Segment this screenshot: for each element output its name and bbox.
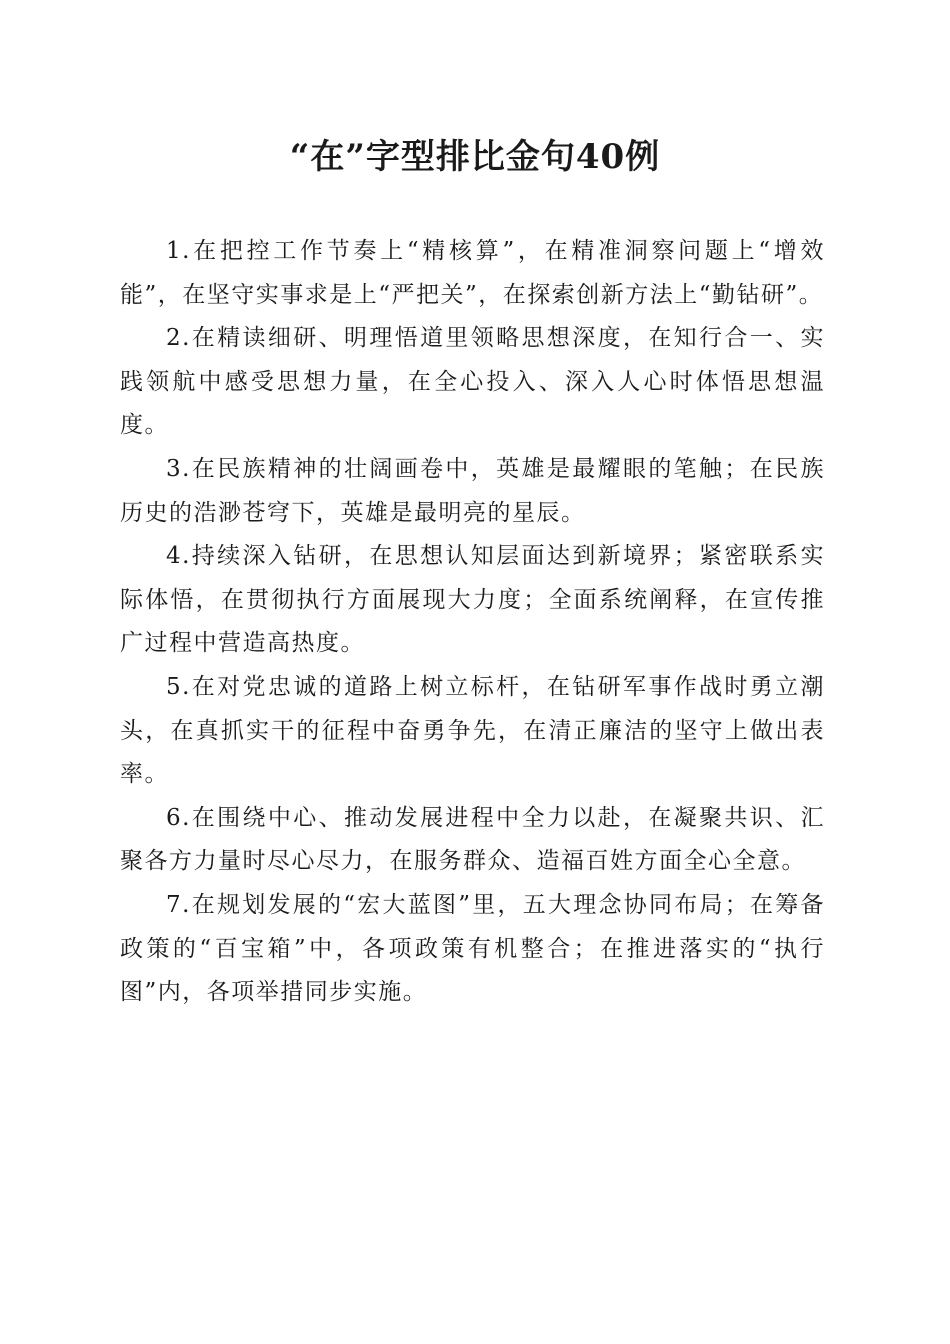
paragraph-4: 4.持续深入钻研，在思想认知层面达到新境界；紧密联系实际体悟，在贯彻执行方面展现大力度；全面系统阐释，在宣传推广过程中营造高热度。 xyxy=(120,543,825,657)
paragraph-5: 5.在对党忠诚的道路上树立标杆，在钻研军事作战时勇立潮头，在真抓实干的征程中奋勇争先，在清正廉洁的坚守上做出表率。 xyxy=(120,673,825,788)
paragraph-7: 7.在规划发展的“宏大蓝图”里，五大理念协同布局；在筹备政策的“百宝箱”中，各项政策有机整合；在推进落实的“执行图”内，各项举措同步实施。 xyxy=(120,891,825,1006)
paragraph-6: 6.在围绕中心、推动发展进程中全力以赴，在凝聚共识、汇聚各方力量时尽心尽力，在服务群众、造福百姓方面全心全意。 xyxy=(120,804,825,875)
paragraph-2: 2.在精读细研、明理悟道里领略思想深度，在知行合一、实践领航中感受思想力量，在全心投入、深入人心时体悟思想温度。 xyxy=(120,325,825,439)
paragraph-1: 1.在把控工作节奏上“精核算”，在精准洞察问题上“增效能”，在坚守实事求是上“严把关”，在探索创新方法上“勤钻研”。 xyxy=(120,238,825,308)
document-title: “在”字型排比金句40例 xyxy=(289,137,661,177)
paragraph-3: 3.在民族精神的壮阔画卷中，英雄是最耀眼的笔触；在民族历史的浩渺苍穹下，英雄是最明亮的星辰。 xyxy=(120,455,825,526)
document-body xyxy=(120,230,825,1015)
